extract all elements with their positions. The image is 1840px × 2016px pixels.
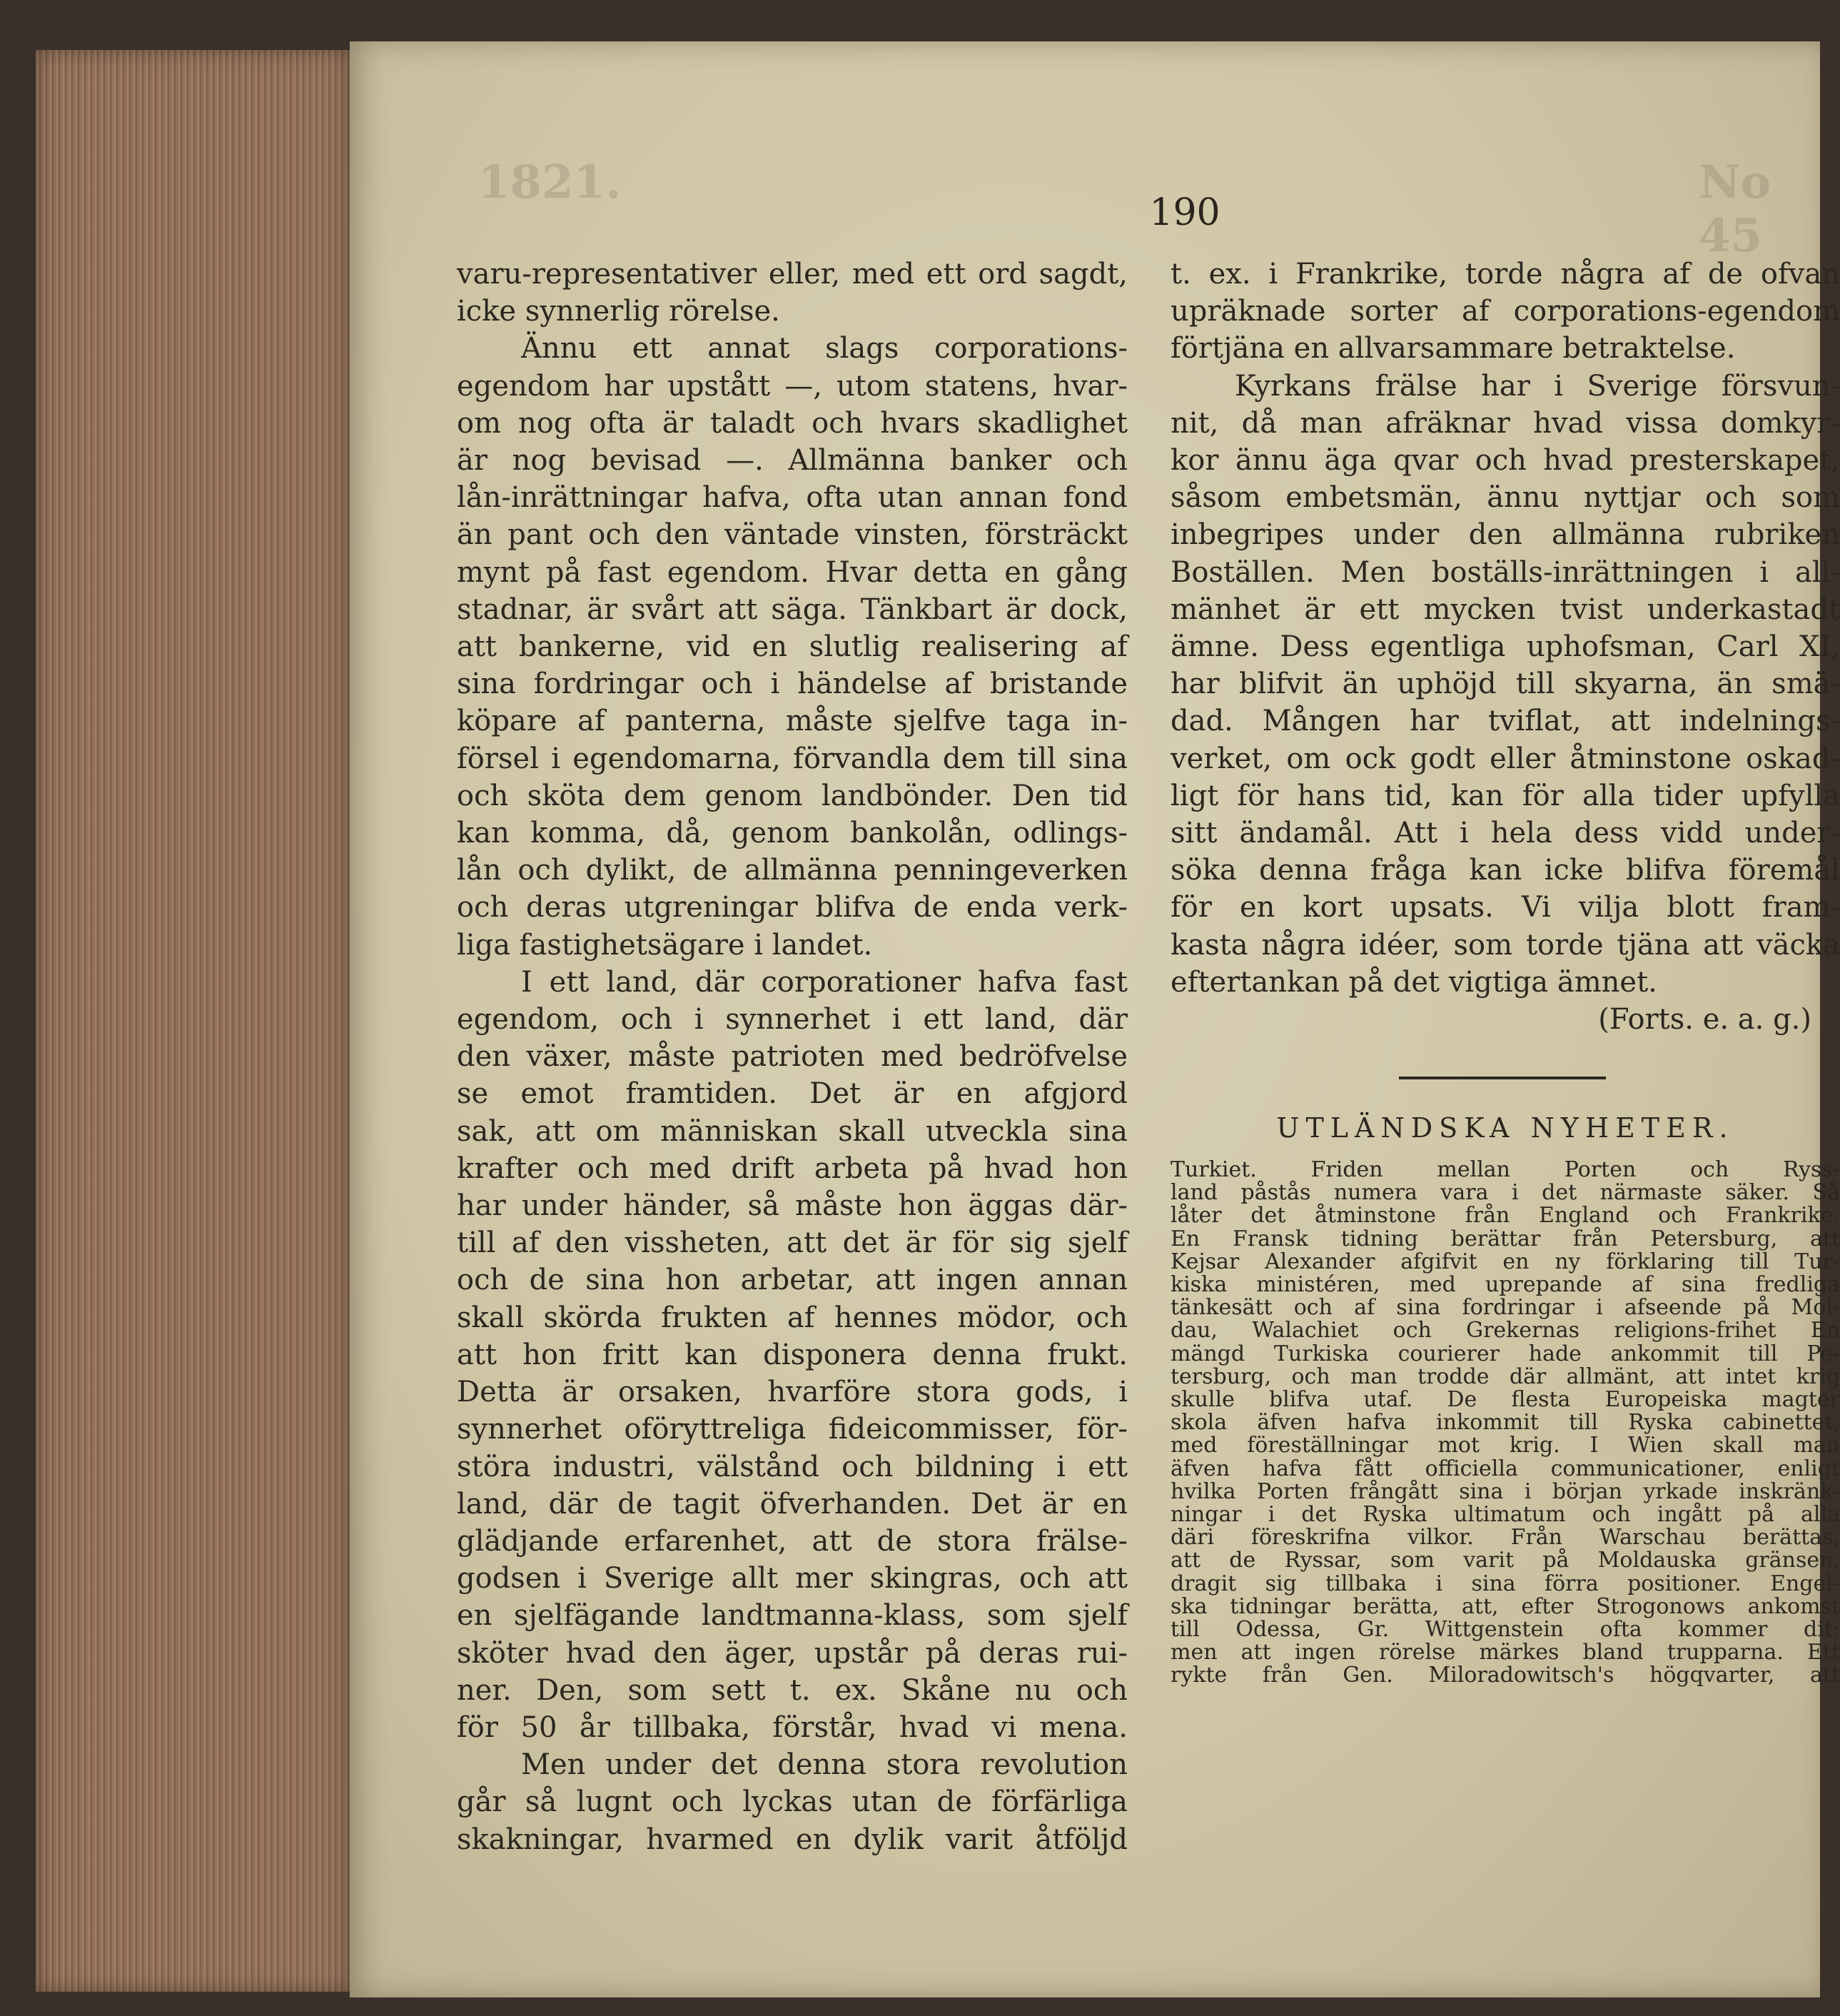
news-column bbox=[1171, 1159, 1840, 1688]
text-line: en sjelfägande landtmanna-klass, som sjelf bbox=[457, 1599, 1128, 1633]
text-line: Detta är orsaken, hvarföre stora gods, i bbox=[457, 1376, 1128, 1409]
text-line: och de sina hon arbetar, att ingen annan bbox=[457, 1264, 1128, 1297]
news-line: tersburg, och man trodde där allmänt, att intet krig bbox=[1171, 1364, 1840, 1389]
text-line: kasta några idéer, som torde tjäna att väcka bbox=[1171, 928, 1840, 962]
news-line: kiska ministéren, med uprepande af sina fredliga bbox=[1171, 1272, 1840, 1298]
text-line: om nog ofta är taladt och hvars skadlighet bbox=[457, 406, 1128, 440]
text-line: sköter hvad den äger, upstår på deras rui- bbox=[457, 1636, 1128, 1670]
text-line: att bankerne, vid en slutlig realisering af bbox=[457, 630, 1128, 664]
text-line: egendom har upstått —, utom statens, hvar- bbox=[457, 369, 1128, 403]
text-line: Boställen. Men boställs-inrättningen i all- bbox=[1171, 555, 1840, 589]
text-line: ner. Den, som sett t. ex. Skåne nu och bbox=[457, 1673, 1128, 1707]
news-line: hvilka Porten frångått sina i början yrkade inskränk- bbox=[1171, 1478, 1840, 1504]
text-line: varu-representativer eller, med ett ord sagdt, bbox=[457, 258, 1128, 291]
text-line: glädjande erfarenhet, att de stora frälse- bbox=[457, 1524, 1128, 1558]
text-line: land, där de tagit öfverhanden. Det är en bbox=[457, 1487, 1128, 1521]
text-line: t. ex. i Frankrike, torde några af de ofvan bbox=[1171, 258, 1840, 291]
right-column bbox=[1171, 256, 1840, 1038]
text-line: skakningar, hvarmed en dylik varit åtföljd bbox=[457, 1823, 1128, 1856]
news-line: med föreställningar mot krig. I Wien skall man bbox=[1171, 1433, 1840, 1458]
text-line: än pant och den väntade vinsten, försträckt bbox=[457, 518, 1128, 552]
book-page bbox=[350, 41, 1840, 1997]
text-line: har under händer, så måste hon äggas där- bbox=[457, 1189, 1128, 1223]
news-line: äfven hafva fått officiella communicationer, enligt bbox=[1171, 1456, 1840, 1481]
text-line: såsom embetsmän, ännu nyttjar och som bbox=[1171, 481, 1840, 515]
text-line: ligt för hans tid, kan för alla tider upfylla bbox=[1171, 779, 1840, 812]
text-line: ämne. Dess egentliga uphofsman, Carl XI, bbox=[1171, 630, 1840, 664]
text-line: köpare af panterna, måste sjelfve taga in- bbox=[457, 705, 1128, 738]
page-block-edge bbox=[36, 50, 353, 1992]
text-line: kor ännu äga qvar och hvad presterskapet, bbox=[1171, 444, 1840, 478]
text-line: har blifvit än uphöjd till skyarna, än smä- bbox=[1171, 667, 1840, 701]
news-line: mängd Turkiska courierer hade ankommit till Pe- bbox=[1171, 1341, 1840, 1366]
news-line: Kejsar Alexander afgifvit en ny förklaring till Tur- bbox=[1171, 1249, 1840, 1274]
news-line: skola äfven hafva inkommit till Ryska cabinettet, bbox=[1171, 1410, 1840, 1436]
left-column bbox=[457, 256, 1128, 1858]
text-line: icke synnerlig rörelse. bbox=[457, 295, 780, 328]
news-line: tänkesätt och af sina fordringar i afseende på Mol- bbox=[1171, 1295, 1840, 1321]
news-line: En Fransk tidning berättar från Petersburg, att bbox=[1171, 1226, 1840, 1251]
text-line: krafter och med drift arbeta på hvad hon bbox=[457, 1151, 1128, 1185]
text-line: lån-inrättningar hafva, ofta utan annan fond bbox=[457, 481, 1128, 515]
news-line: ska tidningar berätta, att, efter Strogonows ankomst bbox=[1171, 1593, 1840, 1619]
text-line: mänhet är ett mycken tvist underkastadt bbox=[1171, 593, 1840, 626]
text-line: egendom, och i synnerhet i ett land, där bbox=[457, 1003, 1128, 1037]
text-line: till af den vissheten, att det är för sig sjelf bbox=[457, 1226, 1128, 1260]
text-line: se emot framtiden. Det är en afgjord bbox=[457, 1077, 1128, 1111]
text-line: eftertankan på det vigtiga ämnet. bbox=[1171, 965, 1657, 999]
text-line: dad. Mången har tviflat, att indelnings- bbox=[1171, 705, 1840, 738]
text-line: förtjäna en allvarsammare betraktelse. bbox=[1171, 332, 1736, 366]
text-line: lån och dylikt, de allmänna penningeverken bbox=[457, 854, 1128, 887]
text-line: inbegripes under den allmänna rubriken bbox=[1171, 518, 1840, 552]
text-line: Men under det denna stora revolution bbox=[521, 1748, 1128, 1782]
text-line: Ännu ett annat slags corporations- bbox=[521, 332, 1128, 366]
text-line: störa industri, välstånd och bildning i ett bbox=[457, 1450, 1128, 1483]
section-title: UTLÄNDSKA NYHETER. bbox=[1276, 1112, 1734, 1144]
text-line: försel i egendomarna, förvandla dem till sina bbox=[457, 742, 1128, 775]
news-line: skulle blifva utaf. De flesta Europeiska magter bbox=[1171, 1387, 1840, 1413]
news-line: land påstås numera vara i det närmaste säker. Så bbox=[1171, 1180, 1840, 1206]
text-line: godsen i Sverige allt mer skingras, och att bbox=[457, 1562, 1128, 1596]
text-line: går så lugnt och lyckas utan de förfärliga bbox=[457, 1785, 1128, 1819]
text-line: sitt ändamål. Att i hela dess vidd under- bbox=[1171, 817, 1840, 850]
text-line: synnerhet oföryttreliga fideicommisser, för- bbox=[457, 1413, 1128, 1446]
text-line: nit, då man afräknar hvad vissa domkyr- bbox=[1171, 406, 1840, 440]
news-line: rykte från Gen. Miloradowitsch's högqvarter, att bbox=[1171, 1663, 1840, 1688]
text-line: verket, om ock godt eller åtminstone oskad- bbox=[1171, 742, 1840, 775]
page-number: 190 bbox=[1149, 191, 1220, 234]
news-line: dau, Walachiet och Grekernas religions-frihet En bbox=[1171, 1318, 1840, 1344]
news-line: att de Ryssar, som varit på Moldauska gränsen, bbox=[1171, 1548, 1840, 1573]
text-line: I ett land, där corporationer hafva fast bbox=[521, 965, 1128, 999]
news-line: till Odessa, Gr. Wittgenstein ofta kommer dit: bbox=[1171, 1617, 1840, 1643]
text-line: är nog bevisad —. Allmänna banker och bbox=[457, 444, 1128, 478]
text-line: söka denna fråga kan icke blifva föremål bbox=[1171, 854, 1840, 887]
section-divider bbox=[1399, 1077, 1606, 1079]
text-line: stadnar, är svårt att säga. Tänkbart är dock, bbox=[457, 593, 1128, 626]
text-line: mynt på fast egendom. Hvar detta en gång bbox=[457, 555, 1128, 589]
text-line: liga fastighetsägare i landet. bbox=[457, 928, 873, 962]
text-line: sak, att om människan skall utveckla sina bbox=[457, 1114, 1128, 1148]
text-line: upräknade sorter af corporations-egendom bbox=[1171, 295, 1840, 328]
text-line: för 50 år tillbaka, förstår, hvad vi mena. bbox=[457, 1710, 1128, 1744]
text-line: skall skörda frukten af hennes mödor, och bbox=[457, 1301, 1128, 1334]
text-line: för en kort upsats. Vi vilja blott fram- bbox=[1171, 891, 1840, 924]
text-line: och deras utgreningar blifva de enda verk- bbox=[457, 891, 1128, 924]
text-line: den växer, måste patrioten med bedröfvelse bbox=[457, 1040, 1128, 1074]
news-line: däri föreskrifna vilkor. Från Warschau berättas, bbox=[1171, 1525, 1840, 1551]
continued-note: (Forts. e. a. g.) bbox=[1598, 1003, 1811, 1037]
news-line: Turkiet. Friden mellan Porten och Ryss- bbox=[1171, 1157, 1840, 1182]
news-line: men att ingen rörelse märkes bland trupparna. Ett bbox=[1171, 1640, 1840, 1665]
text-line: kan komma, då, genom bankolån, odlings- bbox=[457, 817, 1128, 850]
news-line: låter det åtminstone från England och Frankrike. bbox=[1171, 1203, 1840, 1229]
bleed-through-text-right: No 45 bbox=[1699, 156, 1771, 263]
news-line: dragit sig tillbaka i sina förra positioner. Engel- bbox=[1171, 1571, 1840, 1596]
news-line: ningar i det Ryska ultimatum och ingått på alla bbox=[1171, 1502, 1840, 1528]
text-line: att hon fritt kan disponera denna frukt. bbox=[457, 1338, 1128, 1371]
text-line: och sköta dem genom landbönder. Den tid bbox=[457, 779, 1128, 812]
text-line: sina fordringar och i händelse af bristande bbox=[457, 667, 1128, 701]
text-line: Kyrkans frälse har i Sverige försvun- bbox=[1235, 369, 1840, 403]
bleed-through-text-left: 1821. bbox=[478, 156, 622, 209]
